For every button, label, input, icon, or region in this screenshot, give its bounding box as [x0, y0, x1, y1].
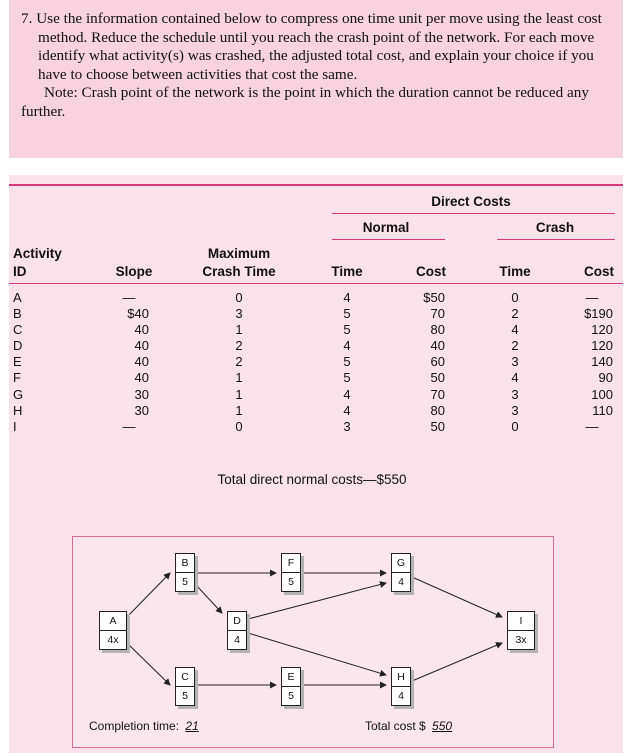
node-h	[391, 667, 411, 706]
node-d	[227, 611, 247, 650]
table-cell: 3	[511, 402, 519, 418]
arrow-h-i	[412, 643, 502, 681]
table-cell: 50	[430, 370, 445, 386]
table-cell: $40	[127, 306, 149, 322]
max-crash-header: Maximum	[207, 246, 271, 261]
slope-header: Slope	[115, 264, 153, 279]
table-cell: 4	[343, 386, 351, 402]
node-duration: 5	[175, 573, 195, 592]
table-cell: 5	[343, 306, 351, 322]
id-header: ID	[13, 264, 27, 279]
table-cell: 1	[235, 386, 243, 402]
header-rule	[9, 283, 623, 284]
arrow-g-i	[412, 577, 502, 617]
problem-note: Note: Crash point of the network is the point in which the duration cannot be reduced any further.	[21, 84, 589, 120]
node-duration: 5	[281, 573, 301, 592]
table-cell: 4	[511, 322, 519, 338]
node-b	[175, 553, 195, 592]
table-cell: 70	[430, 306, 445, 322]
table-cell: 0	[511, 290, 519, 305]
problem-number: 7.	[21, 10, 33, 27]
table-cell: 80	[430, 322, 445, 338]
table-cell: 50	[430, 418, 445, 434]
table-cell: 60	[430, 354, 445, 370]
node-duration: 4	[391, 573, 411, 592]
node-label: A	[99, 611, 127, 631]
node-c	[175, 667, 195, 706]
normal-rule	[332, 239, 445, 240]
table-top-rule	[9, 184, 623, 186]
normal-time-column	[337, 290, 357, 435]
slope-column	[109, 290, 149, 435]
crash-cost-header: Cost	[584, 264, 614, 279]
table-cell: F	[13, 370, 21, 386]
table-cell: 30	[134, 402, 149, 418]
table-cell: 0	[235, 290, 243, 305]
node-label: C	[175, 667, 195, 687]
table-cell: H	[13, 402, 23, 418]
table-cell: 2	[511, 306, 519, 322]
table-cell: 1	[235, 402, 243, 418]
table-cell: —	[585, 418, 599, 434]
table-cell: 2	[511, 338, 519, 354]
arrow-d-g	[248, 583, 386, 619]
total-cost	[365, 719, 466, 733]
table-cell: 110	[592, 402, 613, 418]
table-cell: 120	[591, 322, 613, 338]
direct-costs-header: Direct Costs	[431, 194, 511, 209]
table-cell: E	[13, 354, 22, 370]
table-cell: 4	[343, 338, 351, 354]
table-cell: —	[122, 418, 136, 434]
crash-time-column	[505, 290, 525, 435]
table-cell: 70	[430, 386, 445, 402]
direct-costs-rule	[332, 213, 615, 214]
node-label: G	[391, 553, 411, 573]
table-cell: 3	[511, 354, 519, 370]
table-cell: 3	[511, 386, 519, 402]
node-i	[507, 611, 535, 650]
table-cell: 100	[591, 386, 613, 402]
problem-body: Use the information contained below to compress one time unit per move using the least cost method. Reduce the schedule until you reach the crash point of the network. For each move identify what activity(s) was crashed, the adjusted total cost, and explain your choice if you have to choose between activities that cost the same.	[36, 10, 602, 83]
node-label: E	[281, 667, 301, 687]
table-cell: 4	[343, 290, 351, 305]
table-cell: 40	[134, 354, 149, 370]
node-label: I	[507, 611, 535, 631]
table-cell: 40	[134, 370, 149, 386]
node-e	[281, 667, 301, 706]
table-cell: $50	[423, 290, 445, 305]
table-cell: 30	[134, 386, 149, 402]
problem-text	[21, 10, 611, 84]
table-cell: 5	[343, 322, 351, 338]
node-duration: 4	[391, 687, 411, 706]
table-cell: D	[13, 338, 23, 354]
table-cell: 2	[235, 354, 243, 370]
max-crash-column	[229, 290, 249, 435]
table-cell: C	[13, 322, 23, 338]
table-cell: 80	[430, 402, 445, 418]
normal-time-header: Time	[331, 264, 363, 279]
table-cell: 5	[343, 354, 351, 370]
node-label: D	[227, 611, 247, 631]
crash-header: Crash	[535, 220, 575, 235]
table-cell: $190	[584, 306, 613, 322]
node-duration: 4x	[99, 631, 127, 650]
crash-rule	[497, 239, 615, 240]
table-cell: G	[13, 386, 24, 402]
arrow-b-d	[196, 585, 222, 613]
table-cell: —	[585, 290, 599, 305]
crash-cost-column	[571, 290, 613, 435]
completion-value: 21	[185, 719, 199, 733]
table-cell: 3	[343, 418, 351, 434]
crash-time-header: Crash Time	[202, 264, 276, 279]
crash-time-col-header: Time	[499, 264, 531, 279]
table-cell: 40	[134, 322, 149, 338]
network-diagram	[72, 536, 554, 748]
table-cell: I	[13, 418, 17, 434]
node-duration: 3x	[507, 631, 535, 650]
node-duration: 5	[175, 687, 195, 706]
table-cell: 4	[511, 370, 519, 386]
network-arrows	[73, 537, 553, 747]
node-label: B	[175, 553, 195, 573]
table-cell: 90	[598, 370, 613, 386]
node-a	[99, 611, 127, 650]
total-cost-label: Total cost $	[365, 719, 426, 733]
total-direct-normal-costs: Total direct normal costs—$550	[217, 472, 407, 487]
node-duration: 4	[227, 631, 247, 650]
table-cell: B	[13, 306, 22, 322]
arrow-a-c	[127, 643, 170, 685]
node-label: H	[391, 667, 411, 687]
node-g	[391, 553, 411, 592]
table-cell: 0	[235, 418, 243, 434]
table-cell: 2	[235, 338, 243, 354]
total-cost-value: 550	[432, 719, 453, 733]
node-duration: 5	[281, 687, 301, 706]
table-cell: 4	[343, 402, 351, 418]
id-column	[13, 290, 33, 435]
normal-header: Normal	[362, 220, 410, 235]
normal-cost-column	[405, 290, 445, 435]
table-cell: 40	[430, 338, 445, 354]
table-cell: 5	[343, 370, 351, 386]
problem-statement	[9, 0, 623, 158]
node-label: F	[281, 553, 301, 573]
table-cell: 1	[235, 370, 243, 386]
table-cell: 3	[235, 306, 243, 322]
arrow-d-h	[248, 633, 386, 675]
table-cell: A	[13, 290, 22, 305]
activity-header: Activity	[13, 246, 62, 261]
completion-label: Completion time:	[89, 719, 180, 733]
table-cell: 1	[235, 322, 243, 338]
table-cell: —	[122, 290, 136, 305]
table-cell: 0	[511, 418, 519, 434]
table-cell: 120	[591, 338, 613, 354]
table-cell: 140	[591, 354, 613, 370]
completion-time	[89, 719, 211, 733]
normal-cost-header: Cost	[416, 264, 446, 279]
table-cell: 40	[134, 338, 149, 354]
arrow-a-b	[127, 573, 170, 617]
node-f	[281, 553, 301, 592]
